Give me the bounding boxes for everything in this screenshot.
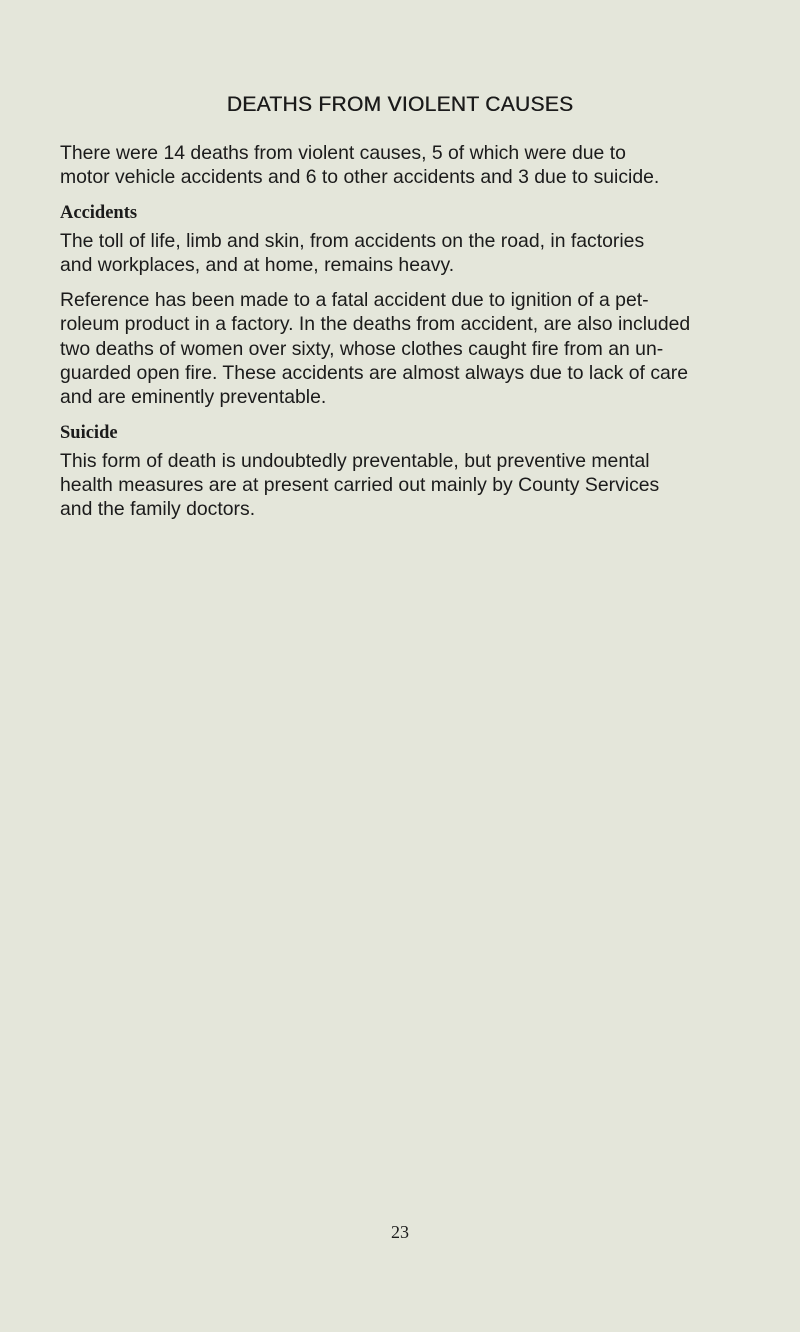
intro-paragraph <box>60 141 728 190</box>
suicide-paragraph <box>60 449 728 522</box>
accidents-p2-line-3: two deaths of women over sixty, whose clothes caught fire from an un- <box>60 337 664 360</box>
accidents-p2-line-5: and are eminently preventable. <box>60 386 327 409</box>
accidents-p2-line-4: guarded open fire. These accidents are almost always due to lack of care <box>60 362 689 385</box>
intro-line-1: There were 14 deaths from violent causes, 5 of which were due to <box>60 142 626 164</box>
accidents-paragraph-2 <box>60 288 728 409</box>
suicide-line-3: and the family doctors. <box>60 498 256 521</box>
accidents-p2-line-1: Reference has been made to a fatal accident due to ignition of a pet- <box>60 289 649 312</box>
suicide-line-2: health measures are at present carried out mainly by County Services <box>60 473 660 496</box>
suicide-line-1: This form of death is undoubtedly preventable, but preventive mental <box>60 449 650 472</box>
suicide-heading: Suicide <box>60 422 118 443</box>
accidents-heading: Accidents <box>60 202 138 223</box>
document-body <box>60 141 728 533</box>
accidents-p2-line-2: roleum product in a factory. In the deaths from accident, are also included <box>60 313 691 336</box>
accidents-p1-line-2: and workplaces, and at home, remains heavy. <box>60 253 455 276</box>
page-number: 23 <box>391 1222 409 1242</box>
accidents-paragraph-1 <box>60 229 728 278</box>
accidents-p1-line-1: The toll of life, limb and skin, from accidents on the road, in factories <box>60 229 645 252</box>
page-title: DEATHS FROM VIOLENT CAUSES <box>226 93 574 116</box>
intro-line-2: motor vehicle accidents and 6 to other accidents and 3 due to suicide. <box>60 166 660 189</box>
